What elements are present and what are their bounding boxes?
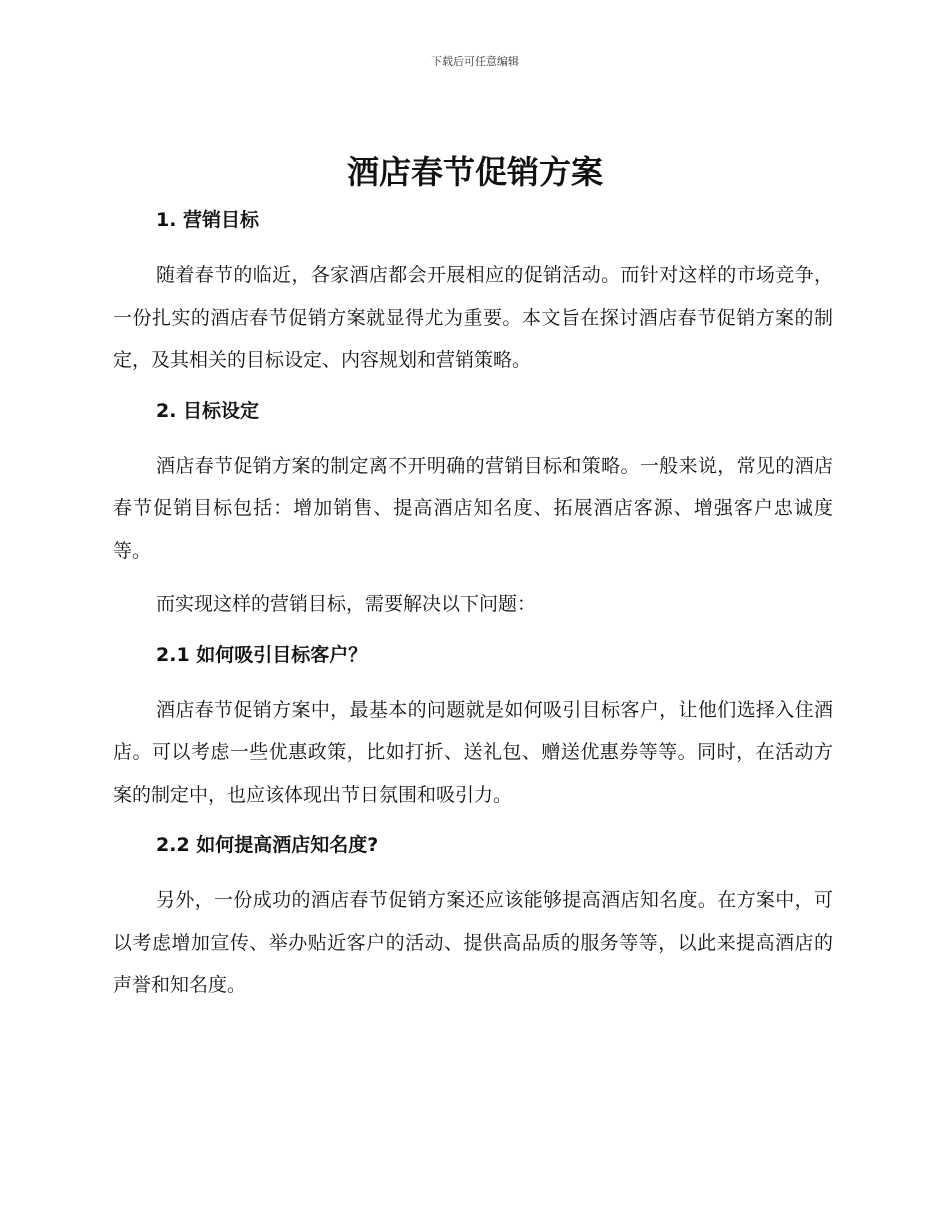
paragraph: 酒店春节促销方案中，最基本的问题就是如何吸引目标客户，让他们选择入住酒店。可以考虑一些优惠政策，比如打折、送礼包、赠送优惠券等等。同时，在活动方案的制定中，也应该体现出节日氛围和吸引力。 — [113, 698, 833, 806]
document-title: 酒店春节促销方案 — [346, 153, 603, 191]
section-heading-attract-customers: 2.1 如何吸引目标客户？ — [156, 643, 368, 666]
paragraph: 随着春节的临近，各家酒店都会开展相应的促销活动。而针对这样的市场竞争，一份扎实的酒店春节促销方案就显得尤为重要。本文旨在探讨酒店春节促销方案的制定，及其相关的目标设定、内容规划和营销策略。 — [113, 264, 833, 371]
page-header-note: 下载后可任意编辑 — [431, 55, 519, 68]
document-body — [113, 200, 833, 1007]
section-heading-marketing-goals: 1. 营销目标 — [156, 209, 260, 231]
paragraph: 而实现这样的营销目标，需要解决以下问题： — [156, 593, 537, 615]
paragraph: 酒店春节促销方案的制定离不开明确的营销目标和策略。一般来说，常见的酒店春节促销目标包括：增加销售、提高酒店知名度、拓展酒店客源、增强客户忠诚度等。 — [113, 454, 833, 562]
section-heading-brand-awareness: 2.2 如何提高酒店知名度? — [156, 834, 379, 856]
paragraph: 另外，一份成功的酒店春节促销方案还应该能够提高酒店知名度。在方案中，可以考虑增加宣传、举办贴近客户的活动、提供高品质的服务等等，以此来提高酒店的声誉和知名度。 — [113, 889, 833, 996]
section-heading-goal-setting: 2. 目标设定 — [156, 399, 260, 422]
